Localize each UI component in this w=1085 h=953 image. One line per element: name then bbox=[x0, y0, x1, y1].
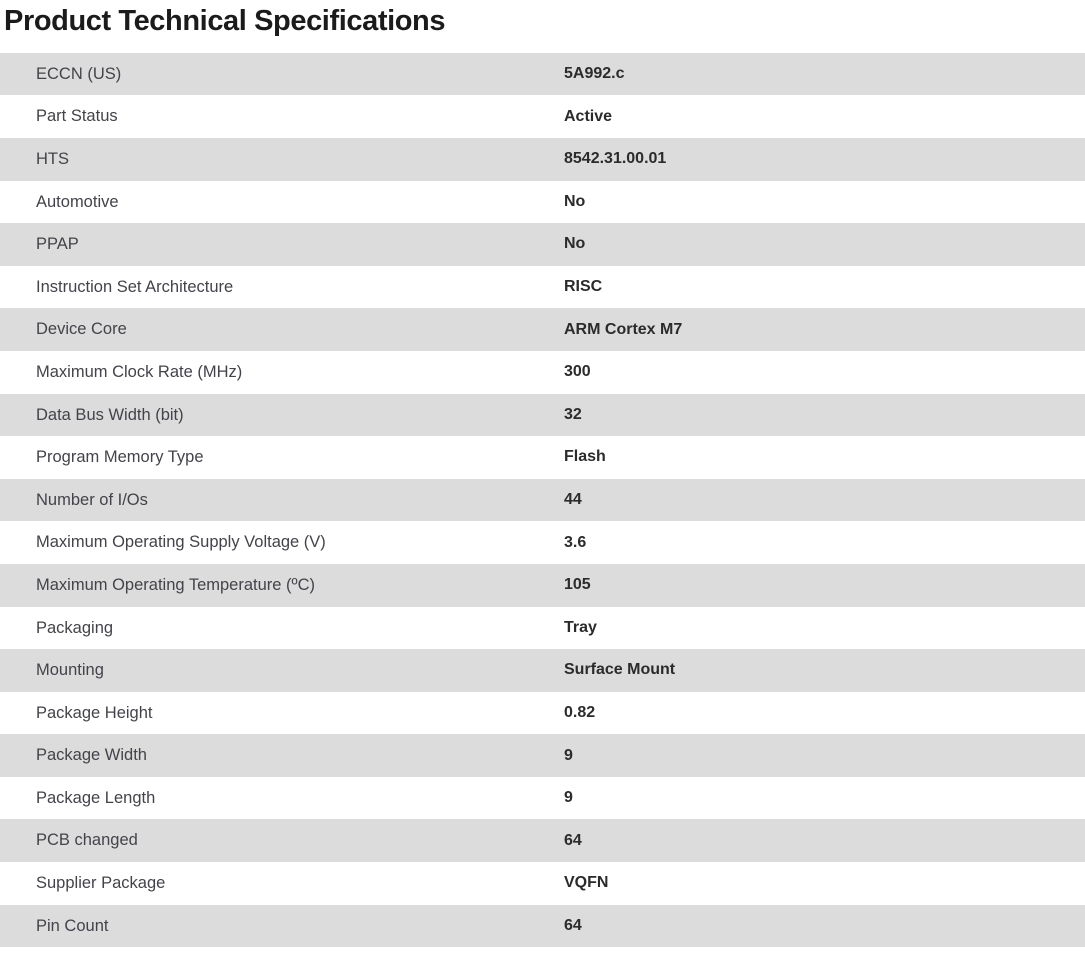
specifications-table bbox=[0, 53, 1085, 947]
table-row bbox=[0, 223, 1085, 266]
spec-attribute-value: 64 bbox=[564, 905, 1085, 948]
table-row bbox=[0, 777, 1085, 820]
table-row bbox=[0, 862, 1085, 905]
specifications-table-body bbox=[0, 53, 1085, 947]
spec-attribute-value: No bbox=[564, 181, 1085, 224]
spec-attribute-value: 44 bbox=[564, 479, 1085, 522]
spec-attribute-value: 105 bbox=[564, 564, 1085, 607]
table-row bbox=[0, 692, 1085, 735]
spec-attribute-label: Supplier Package bbox=[0, 862, 564, 905]
spec-attribute-value: No bbox=[564, 223, 1085, 266]
spec-attribute-label: Instruction Set Architecture bbox=[0, 266, 564, 309]
spec-attribute-label: ECCN (US) bbox=[0, 53, 564, 96]
table-row bbox=[0, 564, 1085, 607]
spec-attribute-value: RISC bbox=[564, 266, 1085, 309]
spec-attribute-value: VQFN bbox=[564, 862, 1085, 905]
spec-attribute-value: 9 bbox=[564, 734, 1085, 777]
spec-attribute-label: Package Width bbox=[0, 734, 564, 777]
table-row bbox=[0, 479, 1085, 522]
table-row bbox=[0, 53, 1085, 96]
table-row bbox=[0, 394, 1085, 437]
page-title: Product Technical Specifications bbox=[4, 5, 446, 37]
spec-attribute-label: Part Status bbox=[0, 95, 564, 138]
spec-attribute-value: 300 bbox=[564, 351, 1085, 394]
spec-attribute-value: 0.82 bbox=[564, 692, 1085, 735]
spec-attribute-value: 9 bbox=[564, 777, 1085, 820]
table-row bbox=[0, 308, 1085, 351]
spec-attribute-value: Active bbox=[564, 95, 1085, 138]
spec-attribute-label: Maximum Clock Rate (MHz) bbox=[0, 351, 564, 394]
table-row bbox=[0, 521, 1085, 564]
spec-attribute-label: Maximum Operating Supply Voltage (V) bbox=[0, 521, 564, 564]
table-row bbox=[0, 138, 1085, 181]
spec-attribute-value: Flash bbox=[564, 436, 1085, 479]
spec-attribute-label: PCB changed bbox=[0, 819, 564, 862]
table-row bbox=[0, 95, 1085, 138]
table-row bbox=[0, 266, 1085, 309]
spec-attribute-label: PPAP bbox=[0, 223, 564, 266]
spec-attribute-label: Packaging bbox=[0, 607, 564, 650]
spec-attribute-label: Data Bus Width (bit) bbox=[0, 394, 564, 437]
spec-attribute-value: Surface Mount bbox=[564, 649, 1085, 692]
spec-attribute-label: HTS bbox=[0, 138, 564, 181]
table-row bbox=[0, 351, 1085, 394]
table-row bbox=[0, 734, 1085, 777]
table-row bbox=[0, 905, 1085, 948]
spec-attribute-label: Pin Count bbox=[0, 905, 564, 948]
spec-attribute-label: Mounting bbox=[0, 649, 564, 692]
spec-attribute-value: 5A992.c bbox=[564, 53, 1085, 96]
table-row bbox=[0, 819, 1085, 862]
table-row bbox=[0, 607, 1085, 650]
spec-attribute-value: 8542.31.00.01 bbox=[564, 138, 1085, 181]
spec-attribute-label: Maximum Operating Temperature (ºC) bbox=[0, 564, 564, 607]
spec-attribute-label: Package Length bbox=[0, 777, 564, 820]
spec-attribute-label: Automotive bbox=[0, 181, 564, 224]
table-row bbox=[0, 649, 1085, 692]
spec-attribute-label: Device Core bbox=[0, 308, 564, 351]
spec-attribute-value: 64 bbox=[564, 819, 1085, 862]
spec-attribute-label: Program Memory Type bbox=[0, 436, 564, 479]
table-row bbox=[0, 181, 1085, 224]
spec-attribute-label: Package Height bbox=[0, 692, 564, 735]
spec-attribute-value: Tray bbox=[564, 607, 1085, 650]
spec-attribute-value: ARM Cortex M7 bbox=[564, 308, 1085, 351]
spec-attribute-label: Number of I/Os bbox=[0, 479, 564, 522]
table-row bbox=[0, 436, 1085, 479]
spec-attribute-value: 32 bbox=[564, 394, 1085, 437]
spec-attribute-value: 3.6 bbox=[564, 521, 1085, 564]
